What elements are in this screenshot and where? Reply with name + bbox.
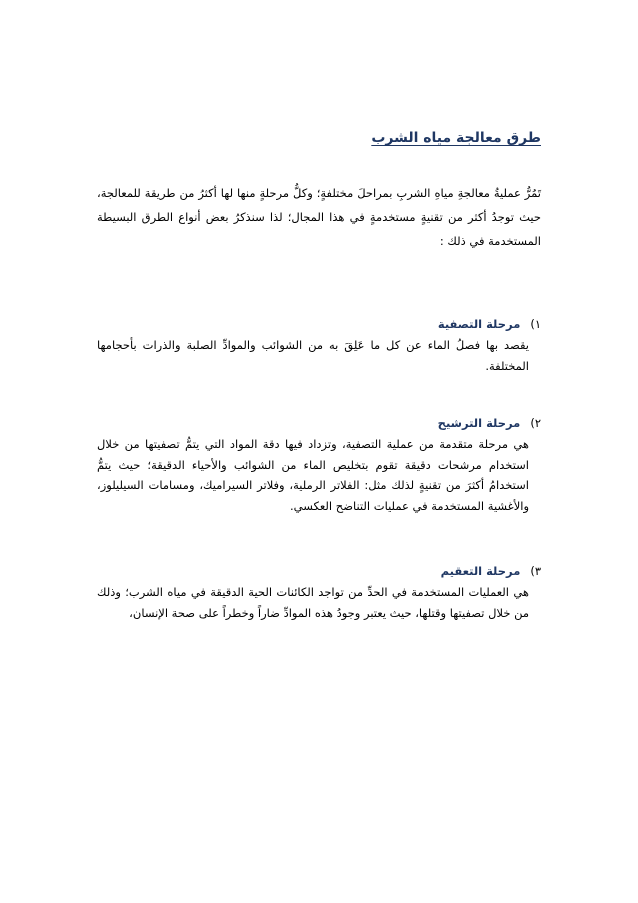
section-number: ٢)	[530, 416, 541, 430]
section-heading	[97, 313, 541, 335]
section-title: مرحلة التصفية	[437, 317, 521, 331]
document-title: طرق معالجة مياه الشرب	[371, 130, 541, 146]
section-heading	[97, 560, 541, 582]
section-straining	[97, 412, 541, 516]
section-body: هي مرحلة متقدمة من عملية التصفية، وتزداد فيها دقة المواد التي يتمُّ تصفيتها من خلال استخدام مرشحات دقيقة تقوم بتخليص الماء من الشوائب والأحياء الدقيقة؛ حيث يتمُّ استخدامُ أكثرَ من تقنيةٍ لذلك مثل: الفلاتر الرملية، وفلاتر السيراميك، ومسامات السيليلوز، والأغشية المستخدمة في عمليات التناضح العكسي.	[97, 437, 529, 513]
section-heading	[97, 412, 541, 434]
section-title: مرحلة التعقيم	[440, 564, 521, 578]
section-body: يقصد بها فصلُ الماء عن كل ما عَلِقَ به من الشوائب والموادِّ الصلبة والذرات بأحجامها المختلفة.	[97, 338, 529, 373]
section-number: ٣)	[530, 564, 541, 578]
section-filtration	[97, 313, 541, 376]
section-body: هي العمليات المستخدمة في الحدِّ من تواجد الكائنات الحية الدقيقة في مياه الشرب؛ وذلك من خلال تصفيتها وقتلها، حيث يعتبر وجودُ هذه الموادِّ ضاراً وخطراً على صحة الإنسان،	[97, 585, 529, 620]
section-title: مرحلة الترشيح	[437, 416, 521, 430]
intro-paragraph: تَمُرُّ عمليةُ معالجةِ مياهِ الشربِ بمراحلَ مختلفةٍ؛ وكلُّ مرحلةٍ منها لها أكثرُ من طريقة للمعالجة، حيث توجدُ أكثر من تقنيةٍ مستخدمةٍ في هذا المجال؛ لذا سنذكرُ بعض أنواع الطرق البسيطة المستخدمة في ذلك :	[97, 186, 541, 248]
section-number: ١)	[530, 317, 541, 331]
section-sterilization	[97, 560, 541, 623]
